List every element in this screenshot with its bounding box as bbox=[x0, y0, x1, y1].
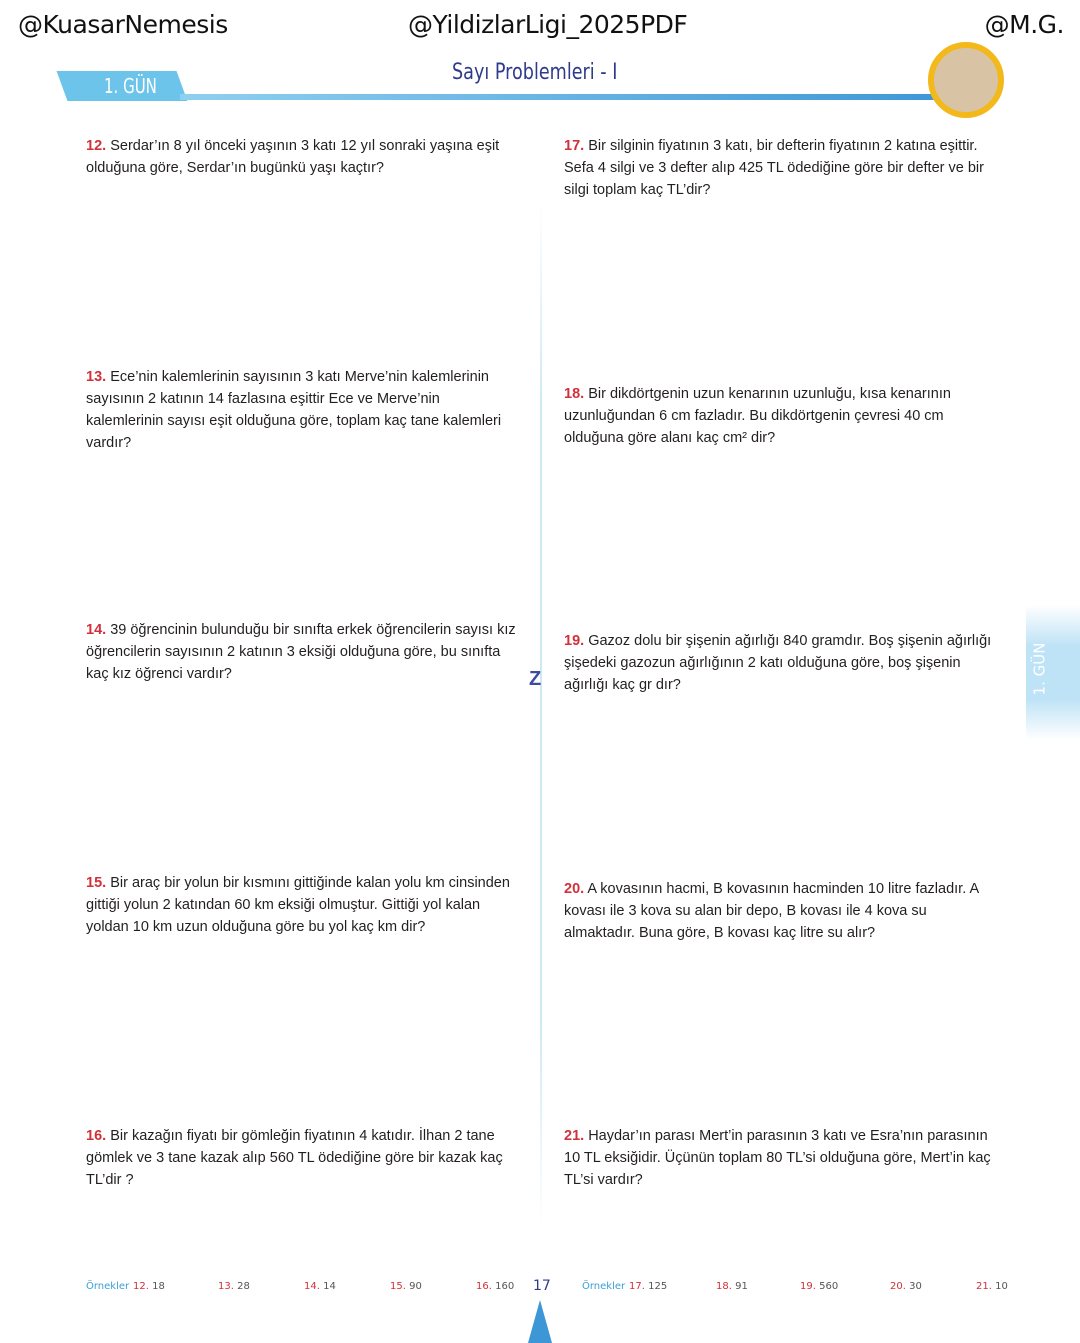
answer: 16. 160 bbox=[476, 1281, 515, 1292]
answer: 20. 30 bbox=[890, 1281, 922, 1292]
question: 18. Bir dikdörtgenin uzun kenarının uzunluğu, kısa kenarının uzunluğundan 6 cm fazladır. Bu dikdörtgenin çevresi 40 cm olduğuna göre alanı kaç cm² dir? bbox=[564, 386, 951, 446]
watermark-right: @M.G. bbox=[984, 10, 1064, 39]
answer: 14. 14 bbox=[304, 1281, 336, 1292]
question: 14. 39 öğrencinin bulunduğu bir sınıfta erkek öğrencilerin sayısı kız öğrencilerin sayısının 2 katının 3 eksiği olduğuna göre, bu sınıfta kaç kız öğrenci vardır? bbox=[86, 622, 516, 682]
page-number: 17 bbox=[533, 1278, 551, 1294]
question: 21. Haydar’ın parası Mert’in parasının 3 katı ve Esra’nın parasının 10 TL eksiğidir. Üçünün toplam 80 TL’si olduğuna göre, Mert’in kaç TL’si vardır? bbox=[564, 1128, 991, 1188]
column-divider bbox=[540, 200, 542, 1230]
question: 15. Bir araç bir yolun bir kısmını gittiğinde kalan yolu km cinsinden gittiği yolun 2 katından 60 km eksiği olmuştur. Gittiği yol kalan yoldan 10 km uzun olduğuna göre bu yol kaç km dir? bbox=[86, 875, 510, 935]
question: 17. Bir silginin fiyatının 3 katı, bir defterin fiyatının 2 katına eşittir. Sefa 4 silgi ve 3 defter alıp 425 TL ödediğine göre bir defter ve bir silgi toplam kaç TL’dir? bbox=[564, 138, 984, 198]
answer: 21. 10 bbox=[976, 1281, 1008, 1292]
question: 20. A kovasının hacmi, B kovasının hacminden 10 litre fazladır. A kovası ile 3 kova su alan bir depo, B kovası ile 4 kova su almaktadır. Buna göre, B kovası kaç litre su alır? bbox=[564, 881, 979, 941]
question: 16. Bir kazağın fiyatı bir gömleğin fiyatının 4 katıdır. İlhan 2 tane gömlek ve 3 tane kazak alıp 560 TL ödediğine göre bir kazak kaç TL’dir ? bbox=[86, 1128, 503, 1188]
side-tab-label: 1. GÜN bbox=[1030, 642, 1049, 696]
answer: 19. 560 bbox=[800, 1281, 839, 1292]
page-arrow-icon bbox=[528, 1300, 552, 1343]
header-rule bbox=[180, 94, 950, 100]
watermark-center: @YildizlarLigi_2025PDF bbox=[408, 10, 688, 39]
question: 13. Ece’nin kalemlerinin sayısının 3 katı Merve’nin kalemlerinin sayısının 2 katının 14 fazlasına eşittir Ece ve Merve’nin kalemlerinin sayısı eşit olduğuna göre, toplam kaç tane kalemleri vardır? bbox=[86, 369, 502, 451]
answer: 12. 18 bbox=[133, 1281, 165, 1292]
page-title: Sayı Problemleri - I bbox=[452, 60, 618, 85]
answers-label-left: Örnekler bbox=[86, 1281, 130, 1292]
question: 12. Serdar’ın 8 yıl önceki yaşının 3 katı 12 yıl sonraki yaşına eşit olduğuna göre, Serdar’ın bugünkü yaşı kaçtır? bbox=[86, 138, 500, 176]
answers-label-right: Örnekler bbox=[582, 1281, 626, 1292]
day-label: 1. GÜN bbox=[104, 74, 157, 98]
answer: 13. 28 bbox=[218, 1281, 250, 1292]
answer: 17. 125 bbox=[629, 1281, 668, 1292]
publisher-logo-icon: Z bbox=[529, 668, 542, 690]
mascot-image bbox=[928, 42, 1004, 118]
answer: 15. 90 bbox=[390, 1281, 422, 1292]
watermark-left: @KuasarNemesis bbox=[18, 10, 228, 39]
question: 19. Gazoz dolu bir şişenin ağırlığı 840 gramdır. Boş şişenin ağırlığı şişedeki gazozun ağırlığının 2 katı olduğuna göre, boş şişenin ağırlığı kaç gr dır? bbox=[564, 633, 992, 693]
answer: 18. 91 bbox=[716, 1281, 748, 1292]
